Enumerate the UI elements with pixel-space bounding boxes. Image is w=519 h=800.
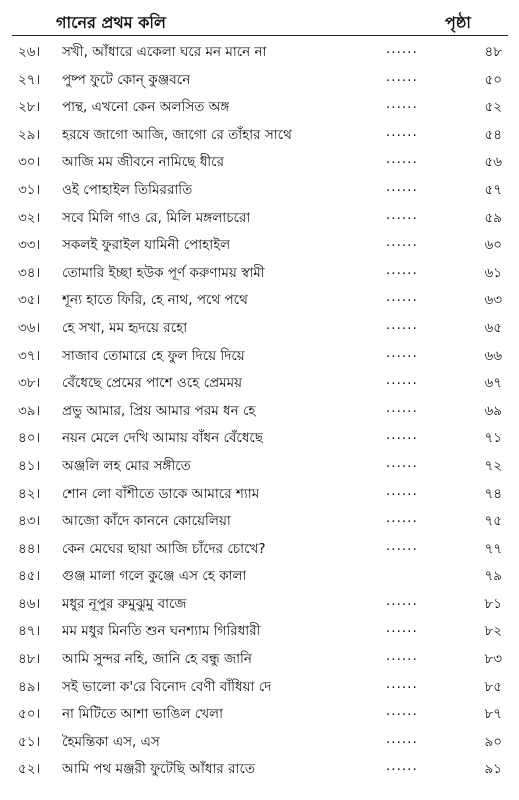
- toc-row: [0, 147, 519, 175]
- song-number: ৫১।: [18, 733, 41, 750]
- song-first-line: শোন লো বাঁশীতে ডাকে আমারে শ্যাম: [62, 485, 260, 502]
- leader-dots: ......: [386, 68, 418, 85]
- song-first-line: তোমারি ইচ্ছা হউক পূর্ণ করুণাময় স্বামী: [62, 264, 265, 281]
- song-number: ৩৩।: [18, 237, 41, 254]
- page-number: ৭৯: [484, 568, 502, 585]
- song-number: ৪৯।: [18, 678, 41, 695]
- toc-row: [0, 699, 519, 727]
- song-number: ৪৩।: [18, 513, 41, 530]
- leader-dots: ......: [386, 96, 418, 113]
- toc-row: [0, 203, 519, 231]
- song-first-line: না মিটিতে আশা ভাঙিল খেলা: [62, 706, 224, 723]
- song-first-line: নয়ন মেলে দেখি আমায় বাঁধন বেঁধেছে: [62, 430, 264, 447]
- page-number: ৫৬: [484, 154, 502, 171]
- toc-row: [0, 534, 519, 562]
- song-first-line: মম মধুর মিনতি শুন ঘনশ্যাম গিরিধারী: [62, 623, 261, 640]
- song-number: ৩৯।: [18, 402, 41, 419]
- toc-list: [0, 37, 519, 782]
- song-number: ২৬।: [18, 44, 41, 60]
- song-first-line: আমি সুন্দর নহি, জানি হে বন্ধু জানি: [62, 651, 252, 668]
- page-number: ৬৫: [484, 319, 502, 336]
- song-first-line: আমি পথ মঞ্জরী ফুটেছি আঁধার রাতে: [62, 761, 256, 778]
- song-first-line: মধুর নূপুর রুমুঝুমু বাজে: [62, 595, 187, 612]
- song-number: ৪১।: [18, 457, 41, 474]
- song-number: ৪৬।: [18, 595, 41, 612]
- toc-row: [0, 175, 519, 203]
- song-first-line: বেঁধেছে প্রেমের পাশে ওহে প্রেমময়: [62, 375, 243, 392]
- page-number: ৮৫: [484, 678, 502, 695]
- song-first-line: হৈমন্তিকা এস, এস: [62, 733, 160, 750]
- leader-dots: ......: [386, 510, 418, 527]
- song-number: ৪৭।: [18, 623, 41, 640]
- page-number: ৭৫: [484, 513, 502, 530]
- song-number: ৩৫।: [18, 292, 41, 309]
- toc-row: [0, 589, 519, 617]
- toc-row: [0, 258, 519, 286]
- song-first-line: গুঞ্জ মালা গলে কুঞ্জে এস হে কালা: [62, 568, 247, 585]
- toc-row: [0, 313, 519, 341]
- song-first-line: প্রভু আমার, প্রিয় আমার পরম ধন হে: [62, 402, 256, 419]
- toc-row: [0, 65, 519, 93]
- toc-row: [0, 341, 519, 369]
- song-number: ৪০।: [18, 430, 41, 447]
- leader-dots: ......: [386, 675, 418, 692]
- page-number: ৫০: [484, 71, 502, 88]
- toc-row: [0, 727, 519, 755]
- leader-dots: ......: [386, 454, 418, 471]
- song-first-line: সকলই ফুরাইল যামিনী পোহাইল: [62, 237, 231, 254]
- leader-dots: ......: [386, 427, 418, 444]
- page-number: ৬৯: [484, 402, 502, 419]
- leader-dots: ......: [386, 123, 418, 140]
- song-first-line: অঞ্জলি লহ মোর সঙ্গীতে: [62, 457, 191, 474]
- leader-dots: ......: [386, 537, 418, 554]
- page-number: ৭২: [484, 457, 502, 474]
- page-number: ৭৭: [484, 540, 502, 557]
- leader-dots: ......: [386, 648, 418, 665]
- toc-row: [0, 120, 519, 148]
- toc-row: [0, 672, 519, 700]
- song-number: ৩৮।: [18, 375, 41, 392]
- song-number: ৪২।: [18, 485, 41, 502]
- song-first-line: সই ভালো ক'রে বিনোদ বেণী বাঁধিয়া দে: [62, 678, 272, 695]
- page-number: ৭১: [484, 430, 502, 447]
- leader-dots: ......: [386, 703, 418, 720]
- song-first-line: সাজাব তোমারে হে ফুল দিয়ে দিয়ে: [62, 347, 245, 364]
- toc-row: [0, 616, 519, 644]
- song-first-line: পুষ্প ফুটে কোন্ কুঞ্জবনে: [62, 71, 191, 88]
- leader-dots: ......: [386, 344, 418, 361]
- page-number: ৬৩: [484, 292, 502, 309]
- song-first-line: ওই পোহাইল তিমিররাতি: [62, 181, 193, 198]
- song-number: ৪৫।: [18, 568, 41, 585]
- song-number: ৩৪।: [18, 264, 41, 281]
- song-number: ২৯।: [18, 126, 41, 143]
- toc-row: [0, 754, 519, 782]
- leader-dots: ......: [386, 316, 418, 333]
- leader-dots: ......: [386, 372, 418, 389]
- song-number: ৩২।: [18, 209, 41, 226]
- toc-row: [0, 506, 519, 534]
- page-number: ৬৬: [484, 347, 502, 364]
- page-number: ৫২: [484, 99, 502, 116]
- page-number: ৫৯: [484, 209, 502, 226]
- toc-row: [0, 230, 519, 258]
- song-first-line: আজো কাঁদে কাননে কোয়েলিয়া: [62, 513, 231, 530]
- page-number: ৪৮: [484, 44, 502, 60]
- leader-dots: ......: [386, 482, 418, 499]
- toc-row: [0, 92, 519, 120]
- song-first-line: শূন্য হাতে ফিরি, হে নাথ, পথে পথে: [62, 292, 248, 309]
- toc-row: [0, 37, 519, 65]
- column-header-first-line: গানের প্রথম কলি: [56, 13, 166, 32]
- song-number: ৪৮।: [18, 651, 41, 668]
- column-header-page: পৃষ্ঠা: [445, 13, 471, 32]
- toc-row: [0, 644, 519, 672]
- leader-dots: ......: [386, 261, 418, 278]
- song-first-line: হে সখা, মম হৃদয়ে রহো: [62, 319, 188, 336]
- leader-dots: ......: [386, 178, 418, 195]
- page-number: ৮৩: [484, 651, 502, 668]
- leader-dots: ......: [386, 206, 418, 223]
- leader-dots: ......: [386, 592, 418, 609]
- header-divider: [12, 35, 508, 36]
- song-number: ৩০।: [18, 154, 41, 171]
- page-number: ৭৪: [484, 485, 502, 502]
- page-number: ৬৭: [484, 375, 502, 392]
- page-number: ৫৪: [484, 126, 502, 143]
- song-number: ৪৪।: [18, 540, 41, 557]
- page-number: ৮৭: [484, 706, 502, 723]
- song-number: ৩৬।: [18, 319, 41, 336]
- song-number: ৫০।: [18, 706, 41, 723]
- song-number: ২৭।: [18, 71, 41, 88]
- song-first-line: কেন মেঘের ছায়া আজি চাঁদের চোখে?: [62, 540, 266, 557]
- leader-dots: ......: [386, 399, 418, 416]
- page-number: ৬১: [484, 264, 502, 281]
- song-first-line: হরষে জাগো আজি, জাগো রে তাঁহার সাথে: [62, 126, 292, 143]
- leader-dots: ......: [386, 41, 418, 57]
- leader-dots: ......: [386, 289, 418, 306]
- page-number: ৯০: [484, 733, 502, 750]
- song-first-line: সবে মিলি গাও রে, মিলি মঙ্গলাচরো: [62, 209, 251, 226]
- page-number: ৬০: [484, 237, 502, 254]
- song-number: ৫২।: [18, 761, 41, 778]
- page-number: ৮১: [484, 595, 502, 612]
- leader-dots: ......: [386, 758, 418, 775]
- toc-row: [0, 423, 519, 451]
- song-number: ৩৭।: [18, 347, 41, 364]
- page-number: ৯১: [484, 761, 502, 778]
- toc-row: [0, 451, 519, 479]
- toc-row: [0, 479, 519, 507]
- toc-row: [0, 561, 519, 589]
- leader-dots: ......: [386, 151, 418, 168]
- leader-dots: ......: [386, 234, 418, 251]
- leader-dots: ......: [386, 730, 418, 747]
- toc-row: [0, 396, 519, 424]
- song-first-line: পান্থ, এখনো কেন অলসিত অঙ্গ: [62, 99, 230, 116]
- leader-dots: ......: [386, 620, 418, 637]
- toc-row: [0, 368, 519, 396]
- page-number: ৫৭: [484, 181, 502, 198]
- toc-row: [0, 285, 519, 313]
- song-first-line: আজি মম জীবনে নামিছে ধীরে: [62, 154, 224, 171]
- song-first-line: সখী, আঁধারে একেলা ঘরে মন মানে না: [62, 44, 267, 60]
- page-number: ৮২: [484, 623, 502, 640]
- song-number: ২৮।: [18, 99, 41, 116]
- song-number: ৩১।: [18, 181, 41, 198]
